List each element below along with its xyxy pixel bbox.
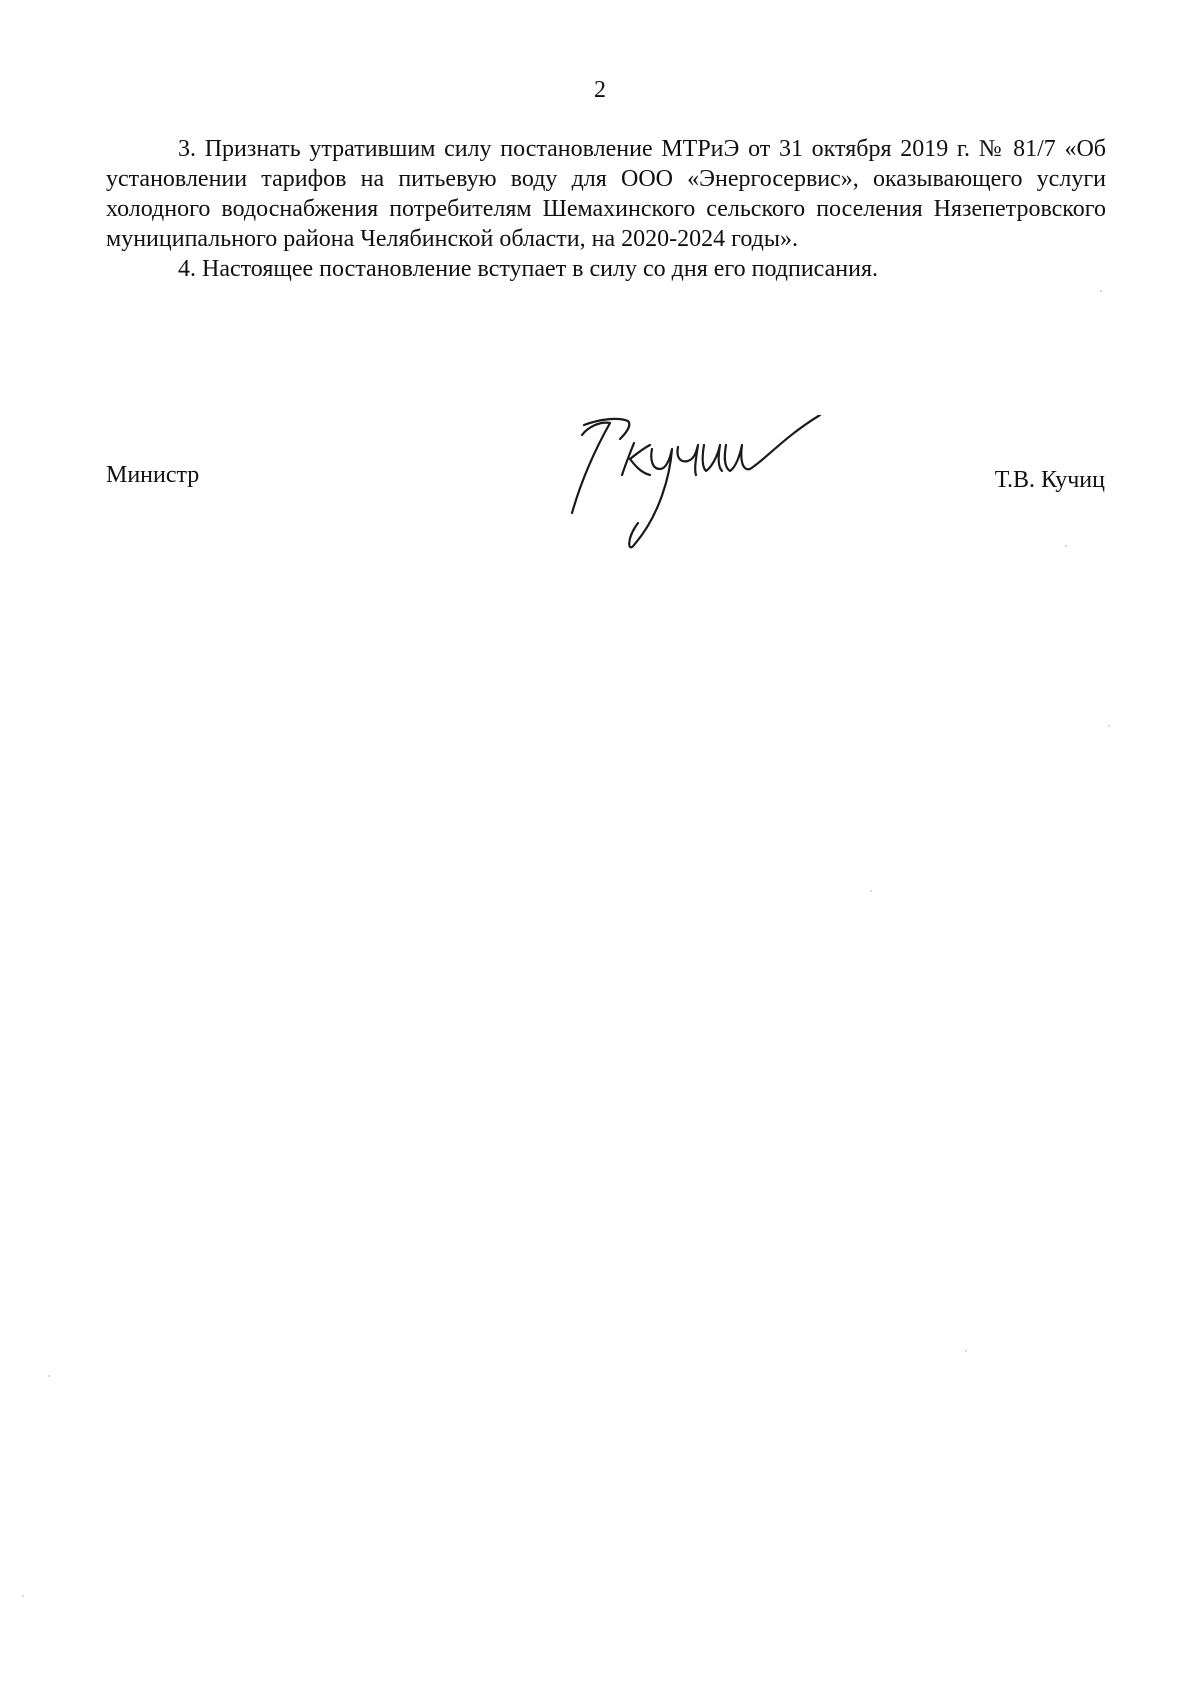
- scan-speck: [1108, 725, 1110, 727]
- scan-speck: [1100, 290, 1102, 292]
- signatory-name: Т.В. Кучиц: [994, 467, 1105, 493]
- scan-speck: [870, 890, 872, 892]
- scan-speck: [965, 1350, 967, 1352]
- paragraph-3: 3. Признать утратившим силу постановление МТРиЭ от 31 октября 2019 г. № 81/7 «Об установлении тарифов на питьевую воду для ООО «Энергосервис», оказывающего услуги холодного водоснабжения потребителям Шемахинского сельского поселения Нязепетровского муниципального района Челябинской области, на 2020-2024 годы».: [106, 136, 1106, 252]
- document-body: [106, 134, 1106, 284]
- scan-speck: [48, 1375, 50, 1377]
- scan-speck: [22, 1595, 24, 1597]
- handwritten-signature: [570, 415, 840, 565]
- page-number: 2: [594, 77, 606, 103]
- scan-speck: [1065, 545, 1067, 547]
- paragraph-4: 4. Настоящее постановление вступает в силу со дня его подписания.: [178, 256, 879, 282]
- signatory-title: Министр: [106, 462, 200, 488]
